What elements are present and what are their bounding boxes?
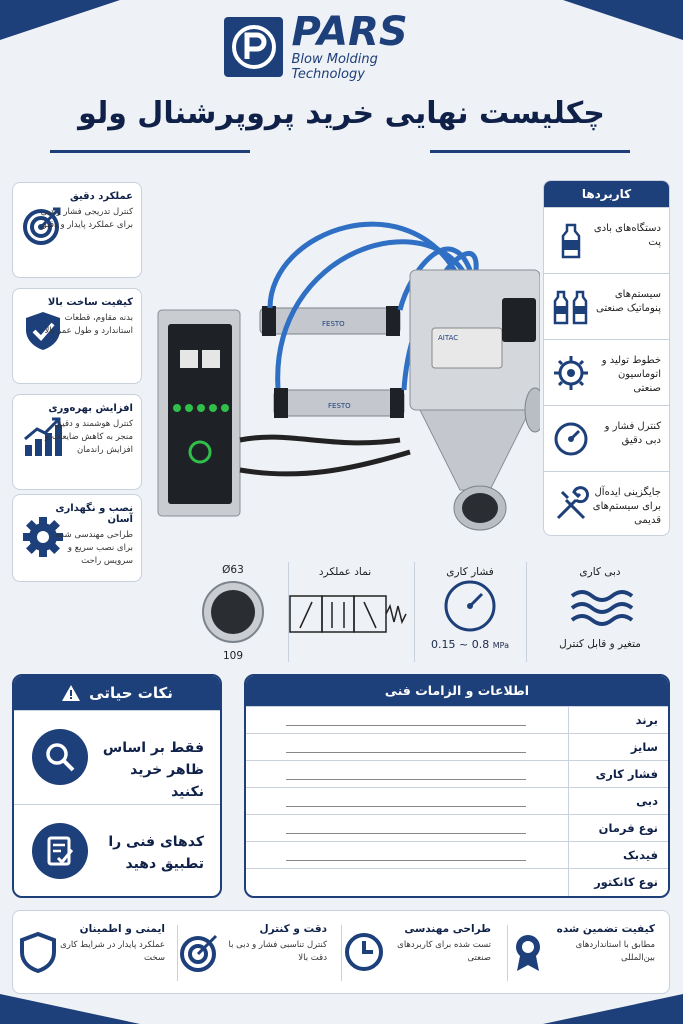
application-label: جایگزینی ایده‌آل برای سیستم‌های قدیمی: [592, 487, 661, 526]
feature-card: [12, 394, 142, 490]
tech-requirements-table: [244, 674, 670, 898]
fill-line: [286, 779, 526, 780]
footer-desc: مطابق با استانداردهای بین‌المللی: [575, 940, 655, 963]
divider: [177, 925, 178, 981]
page-title: چکلیست نهایی خرید پروپرشنال ولو: [78, 96, 605, 131]
fill-line: [286, 806, 526, 807]
footer-desc: کنترل تناسبی فشار و دبی با دقت بالا: [228, 940, 327, 963]
valve-label: AITAC: [438, 334, 459, 342]
gauge-icon: [420, 578, 520, 634]
notes-title: نکات حیاتی: [89, 684, 173, 702]
table-row: [246, 760, 668, 787]
cylinder-label: FESTO: [328, 402, 351, 410]
feature-card: [12, 288, 142, 384]
brand-logo: [224, 9, 454, 82]
title-underline: [50, 150, 250, 153]
gear-icon: [552, 354, 590, 392]
footer-title: دقت و کنترل: [259, 923, 327, 935]
row-label: فشار کاری: [568, 761, 668, 788]
gauge-icon: [552, 420, 590, 458]
table-row: [246, 733, 668, 760]
symbol-spec: [280, 566, 410, 652]
feature-title: نصب و نگهداری آسان: [55, 503, 133, 525]
note-text: کدهای فنی را تطبیق دهید: [108, 834, 204, 872]
flow-spec: [532, 566, 668, 650]
fill-line: [286, 725, 526, 726]
divider: [341, 925, 342, 981]
flow-label: دبی کاری: [579, 566, 621, 578]
table-row: [246, 841, 668, 868]
clock-icon: [343, 931, 385, 973]
pressure-value: 0.15 ~ 0.8: [431, 638, 490, 651]
diameter-label: Ø63: [222, 564, 244, 576]
table-row: [246, 787, 668, 814]
flow-value: متغیر و قابل کنترل: [559, 638, 641, 650]
divider: [507, 925, 508, 981]
corner-decoration: [0, 994, 140, 1024]
fitting-drawing: [196, 576, 270, 646]
bottles-icon: [552, 288, 590, 326]
divider: [526, 562, 527, 662]
application-item: [544, 207, 669, 273]
table-row: [246, 706, 668, 733]
cylinder-label: FESTO: [322, 320, 345, 328]
tools-icon: [552, 486, 590, 524]
title-underline: [430, 150, 630, 153]
feature-card: [12, 494, 142, 582]
feature-desc: طراحی مهندسی شده برای نصب سریع و سرویس راحت: [55, 530, 133, 566]
corner-decoration: [543, 994, 683, 1024]
footer-desc: تست شده برای کاربردهای صنعتی: [397, 940, 491, 963]
footer-item: [503, 921, 663, 985]
footer-features: [12, 910, 670, 994]
footer-desc: عملکرد پایدار در شرایط کاری سخت: [60, 940, 165, 963]
bottle-icon: [552, 222, 590, 260]
target-icon: [179, 931, 221, 973]
feature-card: [12, 182, 142, 278]
feature-desc: بدنه مقاوم، قطعات استاندارد و طول عمر بالا: [44, 313, 133, 336]
checklist-icon: [32, 823, 88, 879]
footer-title: طراحی مهندسی: [404, 923, 491, 935]
fill-line: [286, 833, 526, 834]
tech-title: اطلاعات و الزامات فنی: [246, 676, 668, 706]
search-icon: [32, 729, 88, 785]
footer-item: [13, 921, 173, 985]
footer-title: کیفیت تضمین شده: [556, 923, 655, 935]
pressure-unit: MPa: [492, 641, 509, 650]
brand-name: PARS: [291, 9, 408, 55]
feature-title: کیفیت ساخت بالا: [47, 297, 133, 308]
fill-line: [286, 860, 526, 861]
row-label: فیدبک: [568, 842, 668, 869]
feature-desc: کنترل هوشمند و دقیق منجر به کاهش ضایعات و افزایش راندمان: [45, 419, 133, 455]
application-item: [544, 405, 669, 471]
footer-item: [175, 921, 335, 985]
pressure-spec: [420, 566, 520, 651]
feature-desc: کنترل تدریجی فشار و دبی برای عملکرد پایدار و دقیق: [40, 207, 133, 230]
row-label: سایز: [568, 734, 668, 761]
application-label: سیستم‌های پنوماتیک صنعتی: [596, 289, 661, 314]
product-image: [150, 190, 540, 550]
dimension-spec: [196, 564, 270, 662]
valve-symbol-icon: [280, 578, 410, 648]
flow-waves-icon: [532, 578, 668, 634]
applications-title: کاربردها: [544, 181, 669, 207]
footer-item: [339, 921, 499, 985]
critical-notes-panel: [12, 674, 222, 898]
note-item: [14, 710, 220, 804]
table-row: [246, 868, 668, 895]
row-label: نوع فرمان: [568, 815, 668, 842]
length-label: 109: [222, 650, 244, 662]
warning-icon: [61, 684, 81, 702]
feature-title: عملکرد دقیق: [69, 191, 133, 202]
application-item: [544, 273, 669, 339]
application-item: [544, 471, 669, 536]
corner-decoration: [563, 0, 683, 40]
application-label: کنترل فشار و دبی دقیق: [604, 421, 661, 446]
corner-decoration: [0, 0, 120, 40]
logo-mark-icon: [224, 17, 283, 77]
feature-title: افزایش بهره‌وری: [48, 403, 133, 414]
brand-tagline: Blow Molding Technology: [291, 52, 378, 82]
application-label: خطوط تولید و اتوماسیون صنعتی: [601, 355, 661, 394]
symbol-label: نماد عملکرد: [318, 566, 372, 578]
shield-icon: [17, 931, 59, 973]
pressure-label: فشار کاری: [446, 566, 494, 578]
application-label: دستگاه‌های بادی پت: [593, 223, 661, 248]
applications-panel: [543, 180, 670, 536]
divider: [414, 562, 415, 662]
row-label: دبی: [568, 788, 668, 815]
fill-line: [286, 752, 526, 753]
footer-title: ایمنی و اطمینان: [79, 923, 165, 935]
award-icon: [507, 931, 549, 973]
note-item: [14, 804, 220, 898]
row-label: نوع کانکتور: [568, 869, 668, 896]
application-item: [544, 339, 669, 405]
table-row: [246, 814, 668, 841]
row-label: برند: [568, 707, 668, 734]
note-text: فقط بر اساس ظاهر خرید نکنید: [102, 740, 204, 800]
